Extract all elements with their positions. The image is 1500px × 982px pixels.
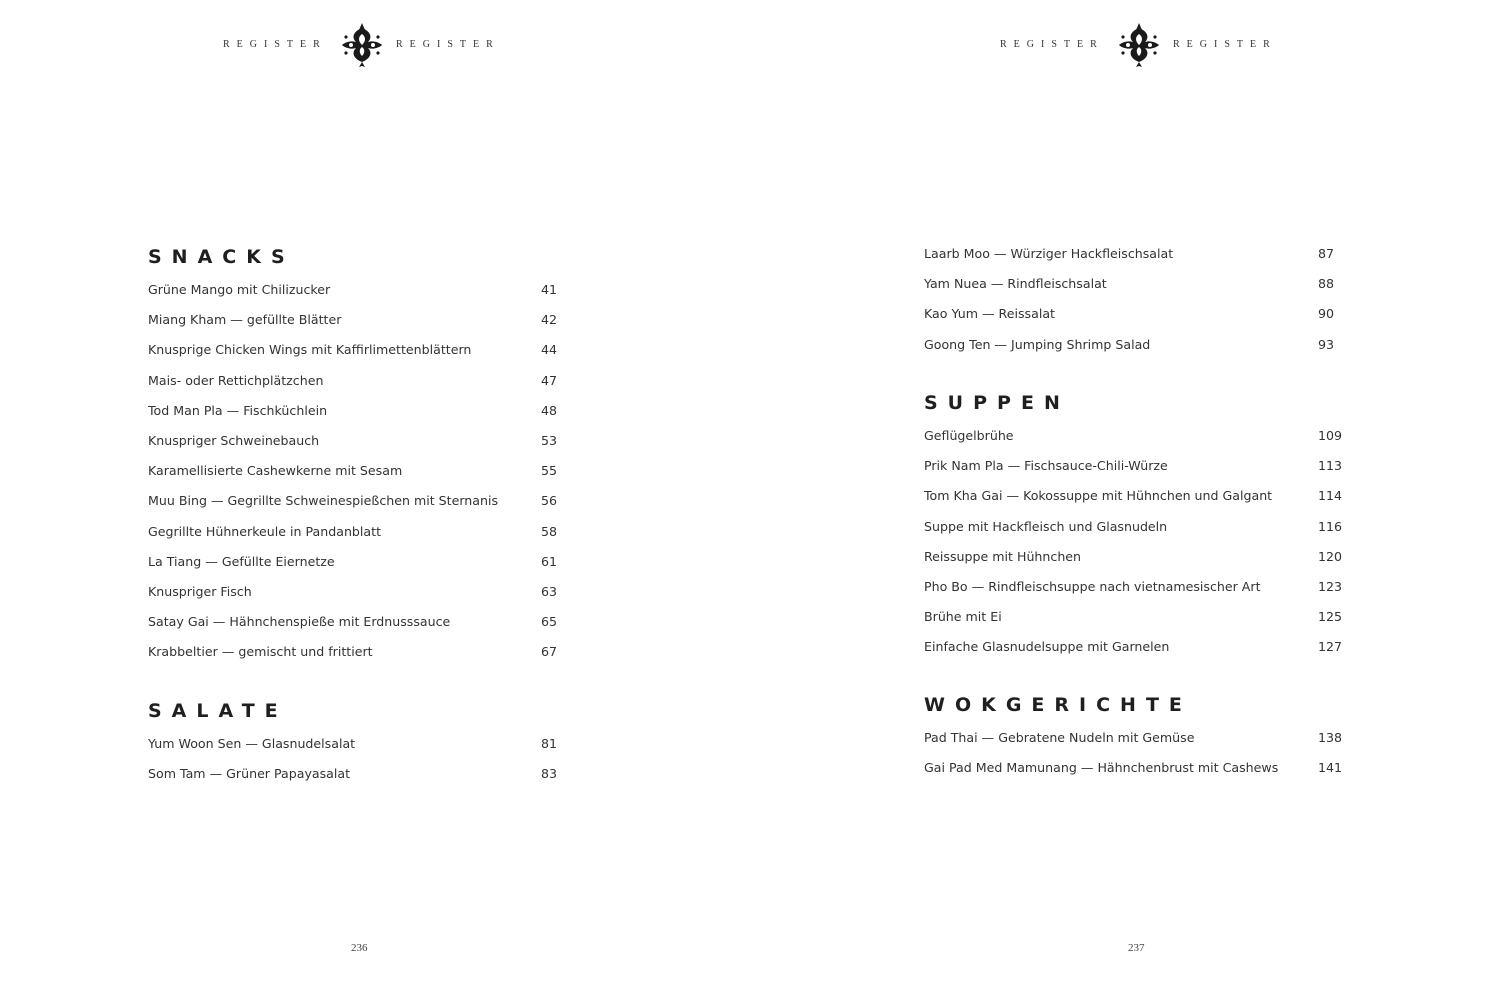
entry-page-number: 47 xyxy=(541,372,558,388)
entry-title: La Tiang — Gefüllte Eiernetze xyxy=(148,553,335,569)
index-entry xyxy=(148,403,568,433)
entry-page-number: 63 xyxy=(541,583,558,599)
index-entry xyxy=(924,609,1344,639)
entry-title: Karamellisierte Cashewkerne mit Sesam xyxy=(148,463,403,479)
index-entry xyxy=(148,644,568,674)
index-entry xyxy=(924,519,1344,549)
salate-entry-list xyxy=(148,736,568,796)
entry-title: Tod Man Pla — Fischküchlein xyxy=(148,402,328,418)
damask-ornament-icon xyxy=(340,22,384,68)
index-entry xyxy=(148,282,568,312)
wokgerichte-entry-list xyxy=(924,730,1344,790)
entry-title: Knuspriger Fisch xyxy=(148,583,252,599)
entry-page-number: 41 xyxy=(541,282,558,297)
entry-title: Yum Woon Sen — Glasnudelsalat xyxy=(148,736,356,751)
section-title-snacks: SNACKS xyxy=(148,246,295,268)
entry-page-number: 56 xyxy=(541,493,558,509)
entry-title: Muu Bing — Gegrillte Schweinespießchen mit Sternanis xyxy=(148,493,499,509)
index-entry xyxy=(148,736,568,766)
entry-title: Pho Bo — Rindfleischsuppe nach vietnamesischer Art xyxy=(924,578,1261,594)
section-title-wokgerichte: WOKGERICHTE xyxy=(924,694,1192,716)
index-entry xyxy=(148,614,568,644)
index-entry xyxy=(148,463,568,493)
entry-page-number: 65 xyxy=(541,614,558,630)
entry-title: Reissuppe mit Hühnchen xyxy=(924,548,1082,564)
entry-page-number: 44 xyxy=(541,342,558,358)
entry-page-number: 83 xyxy=(541,766,558,782)
suppen-entry-list xyxy=(924,428,1344,670)
index-entry xyxy=(148,766,568,796)
entry-page-number: 138 xyxy=(1318,730,1343,745)
index-entry xyxy=(924,488,1344,518)
entry-title: Geflügelbrühe xyxy=(924,428,1014,443)
running-head xyxy=(0,22,750,68)
entry-title: Kao Yum — Reissalat xyxy=(924,306,1055,322)
index-entry xyxy=(924,730,1344,760)
entry-page-number: 123 xyxy=(1318,578,1343,594)
entry-title: Brühe mit Ei xyxy=(924,609,1002,625)
index-entry xyxy=(148,524,568,554)
entry-page-number: 67 xyxy=(541,644,558,660)
entry-page-number: 120 xyxy=(1318,548,1343,564)
entry-page-number: 53 xyxy=(541,432,558,448)
entry-title: Som Tam — Grüner Papayasalat xyxy=(148,766,351,782)
entry-title: Goong Ten — Jumping Shrimp Salad xyxy=(924,336,1151,352)
damask-ornament-icon xyxy=(1117,22,1161,68)
entry-title: Gegrillte Hühnerkeule in Pandanblatt xyxy=(148,523,382,539)
section-title-suppen: SUPPEN xyxy=(924,392,1070,414)
entry-page-number: 109 xyxy=(1318,428,1343,443)
entry-title: Satay Gai — Hähnchenspieße mit Erdnusssauce xyxy=(148,614,451,630)
entry-page-number: 116 xyxy=(1318,518,1343,534)
entry-title: Mais- oder Rettichplätzchen xyxy=(148,372,324,388)
running-head-right-word: REGISTER xyxy=(1173,39,1277,50)
index-entry xyxy=(924,579,1344,609)
index-entry xyxy=(924,276,1344,306)
entry-page-number: 87 xyxy=(1318,246,1335,261)
entry-title: Miang Kham — gefüllte Blätter xyxy=(148,312,342,328)
index-entry xyxy=(924,760,1344,790)
index-entry xyxy=(148,312,568,342)
running-head xyxy=(750,22,1500,68)
index-entry xyxy=(148,373,568,403)
entry-page-number: 42 xyxy=(541,312,558,328)
index-entry xyxy=(924,306,1344,336)
index-entry xyxy=(924,337,1344,367)
entry-page-number: 127 xyxy=(1318,639,1343,655)
entry-title: Krabbeltier — gemischt und frittiert xyxy=(148,644,373,660)
index-entry xyxy=(924,639,1344,669)
index-entry xyxy=(148,433,568,463)
salate-continued-entry-list xyxy=(924,246,1344,367)
entry-page-number: 55 xyxy=(541,463,558,479)
entry-page-number: 93 xyxy=(1318,336,1335,352)
index-entry xyxy=(148,554,568,584)
entry-page-number: 125 xyxy=(1318,609,1343,625)
entry-page-number: 81 xyxy=(541,736,558,751)
index-entry xyxy=(924,549,1344,579)
entry-title: Suppe mit Hackfleisch und Glasnudeln xyxy=(924,518,1168,534)
entry-title: Tom Kha Gai — Kokossuppe mit Hühnchen und Galgant xyxy=(924,488,1273,504)
entry-page-number: 90 xyxy=(1318,306,1335,322)
entry-title: Knusprige Chicken Wings mit Kaffirlimettenblättern xyxy=(148,342,472,358)
entry-page-number: 48 xyxy=(541,402,558,418)
right-page xyxy=(750,0,1500,982)
entry-title: Einfache Glasnudelsuppe mit Garnelen xyxy=(924,639,1170,655)
entry-page-number: 141 xyxy=(1318,760,1343,776)
index-entry xyxy=(924,428,1344,458)
page-number: 236 xyxy=(351,942,368,954)
section-title-salate: SALATE xyxy=(148,700,288,722)
entry-page-number: 61 xyxy=(541,553,558,569)
entry-title: Grüne Mango mit Chilizucker xyxy=(148,282,331,297)
entry-title: Pad Thai — Gebratene Nudeln mit Gemüse xyxy=(924,730,1195,745)
entry-title: Gai Pad Med Mamunang — Hähnchenbrust mit Cashews xyxy=(924,760,1279,776)
page-number: 237 xyxy=(1128,942,1145,954)
entry-page-number: 114 xyxy=(1318,488,1343,504)
index-entry xyxy=(148,493,568,523)
index-entry xyxy=(924,246,1344,276)
running-head-right-word: REGISTER xyxy=(396,39,500,50)
snacks-entry-list xyxy=(148,282,568,674)
entry-page-number: 113 xyxy=(1318,458,1343,474)
running-head-left-word: REGISTER xyxy=(1000,39,1104,50)
entry-title: Yam Nuea — Rindfleischsalat xyxy=(924,276,1107,292)
entry-title: Prik Nam Pla — Fischsauce-Chili-Würze xyxy=(924,458,1168,474)
entry-page-number: 58 xyxy=(541,523,558,539)
entry-title: Knuspriger Schweinebauch xyxy=(148,432,320,448)
entry-page-number: 88 xyxy=(1318,276,1335,292)
index-entry xyxy=(148,584,568,614)
index-entry xyxy=(924,458,1344,488)
index-entry xyxy=(148,342,568,372)
running-head-left-word: REGISTER xyxy=(223,39,327,50)
entry-title: Laarb Moo — Würziger Hackfleischsalat xyxy=(924,246,1174,261)
